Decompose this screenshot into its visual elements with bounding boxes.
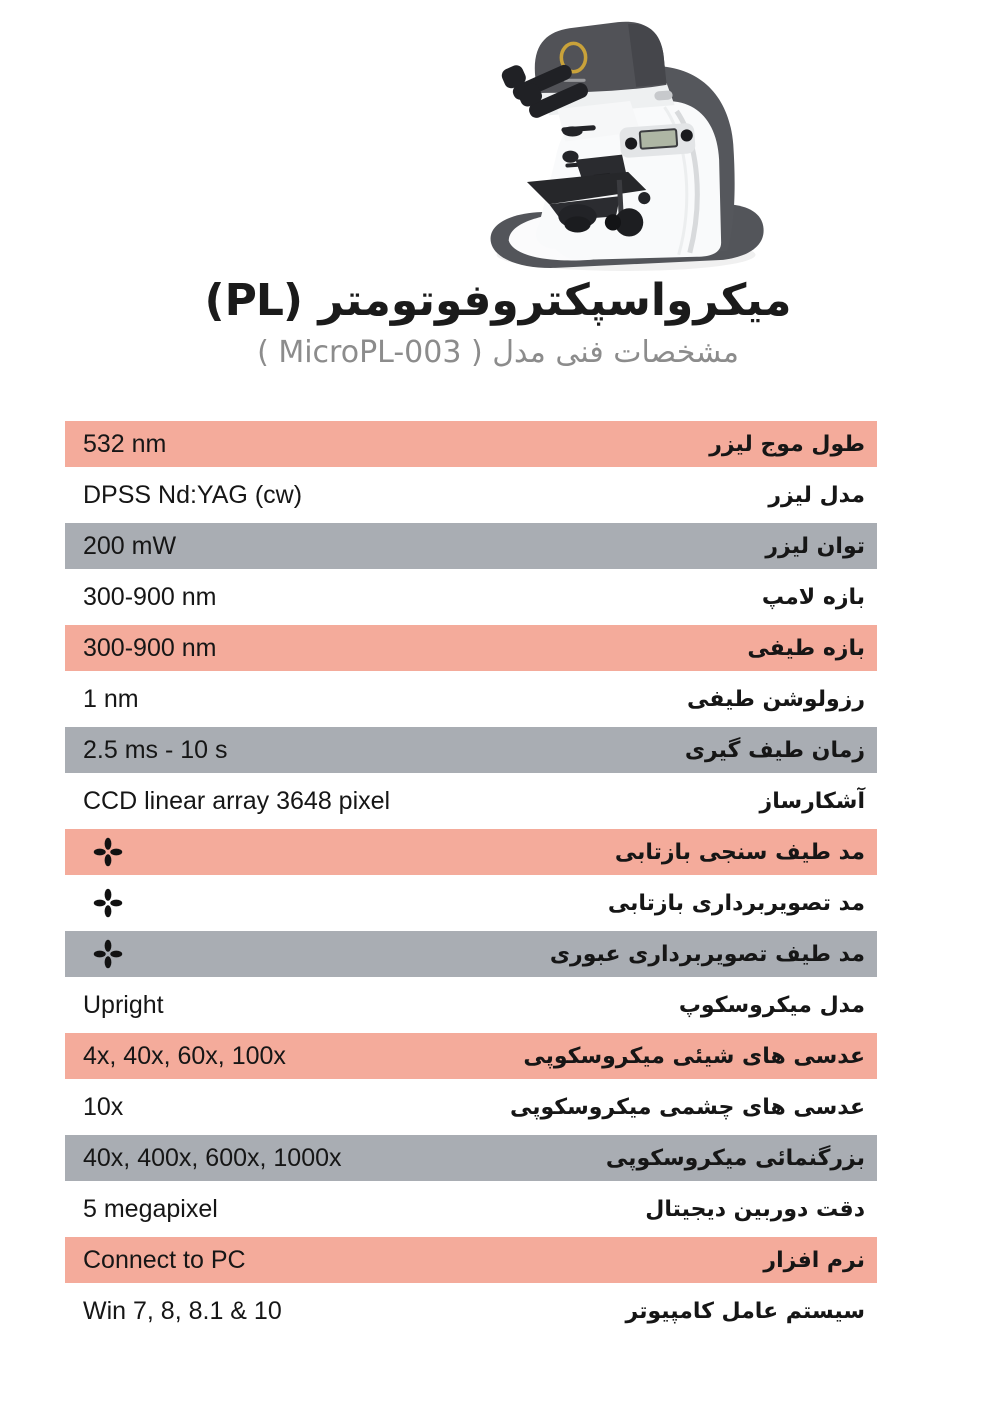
- spec-value: 200 mW: [83, 531, 177, 560]
- spec-label: عدسی های شیئی میکروسکوپی: [523, 1043, 865, 1069]
- spec-label: دقت دوربین دیجیتال: [645, 1196, 865, 1222]
- spec-label: بازه طیفی: [747, 635, 865, 661]
- spec-value: Upright: [83, 990, 164, 1019]
- spec-row: [65, 1033, 877, 1079]
- spec-row: [65, 778, 877, 824]
- spec-row: [65, 727, 877, 773]
- spec-value: 10x: [83, 1092, 124, 1121]
- spec-label: توان لیزر: [765, 533, 865, 559]
- spec-value: 300-900 nm: [83, 582, 217, 611]
- spec-value: 4x, 40x, 60x, 100x: [83, 1041, 286, 1070]
- spec-value: DPSS Nd:YAG (cw): [83, 480, 303, 509]
- four-petal-asterisk-icon: [93, 837, 123, 867]
- spec-value: 5 megapixel: [83, 1194, 218, 1223]
- spec-row: [65, 676, 877, 722]
- microscope-image: [468, 8, 772, 276]
- spec-label: طول موج لیزر: [709, 431, 865, 457]
- page-title: میکرواسپکتروفوتومتر (PL): [204, 275, 792, 326]
- spec-label: سیستم عامل کامپیوتر: [625, 1298, 865, 1324]
- four-petal-asterisk-icon: [93, 888, 123, 918]
- spec-value: 300-900 nm: [83, 633, 217, 662]
- spec-row: [65, 829, 877, 875]
- spec-row: [65, 1186, 877, 1232]
- spec-row: [65, 1288, 877, 1334]
- header: [90, 276, 906, 370]
- spec-value: CCD linear array 3648 pixel: [83, 786, 391, 815]
- spec-label: بازه لامپ: [761, 584, 865, 610]
- spec-label: نرم افزار: [763, 1247, 865, 1273]
- spec-row: [65, 1135, 877, 1181]
- spec-label: مدل لیزر: [768, 482, 865, 508]
- spec-value: Win 7, 8, 8.1 & 10: [83, 1296, 282, 1325]
- spec-value: 1 nm: [83, 684, 139, 713]
- spec-value: [65, 888, 123, 918]
- spec-value: [65, 939, 123, 969]
- spec-row: [65, 574, 877, 620]
- spec-row: [65, 523, 877, 569]
- spec-row: [65, 880, 877, 926]
- spec-value: 2.5 ms - 10 s: [83, 735, 228, 764]
- spec-label: آشکارساز: [759, 788, 865, 814]
- spec-value: Connect to PC: [83, 1245, 246, 1274]
- spec-value: 532 nm: [83, 429, 167, 458]
- page-subtitle: مشخصات فنی مدل ( MicroPL-003 ): [257, 334, 739, 370]
- spec-label: مد طیف سنجی بازتابی: [614, 839, 865, 865]
- spec-label: مد تصویربرداری بازتابی: [607, 890, 865, 916]
- spec-row: [65, 1084, 877, 1130]
- spec-value: [65, 837, 123, 867]
- spec-label: زمان طیف گیری: [684, 737, 865, 763]
- spec-label: عدسی های چشمی میکروسکوپی: [509, 1094, 865, 1120]
- upright-microscope-illustration: [468, 8, 772, 276]
- spec-row: [65, 931, 877, 977]
- spec-row: [65, 982, 877, 1028]
- spec-label: مد طیف تصویربرداری عبوری: [549, 941, 865, 967]
- spec-row: [65, 421, 877, 467]
- four-petal-asterisk-icon: [93, 939, 123, 969]
- spec-row: [65, 1237, 877, 1283]
- spec-row: [65, 472, 877, 518]
- spec-label: بزرگنمائی میکروسکوپی: [605, 1145, 865, 1171]
- spec-label: مدل میکروسکوپ: [678, 992, 865, 1018]
- spec-label: رزولوشن طیفی: [687, 686, 865, 712]
- lcd-panel: [619, 123, 696, 158]
- spec-row: [65, 625, 877, 671]
- spec-value: 40x, 400x, 600x, 1000x: [83, 1143, 342, 1172]
- spec-table: [65, 421, 877, 1339]
